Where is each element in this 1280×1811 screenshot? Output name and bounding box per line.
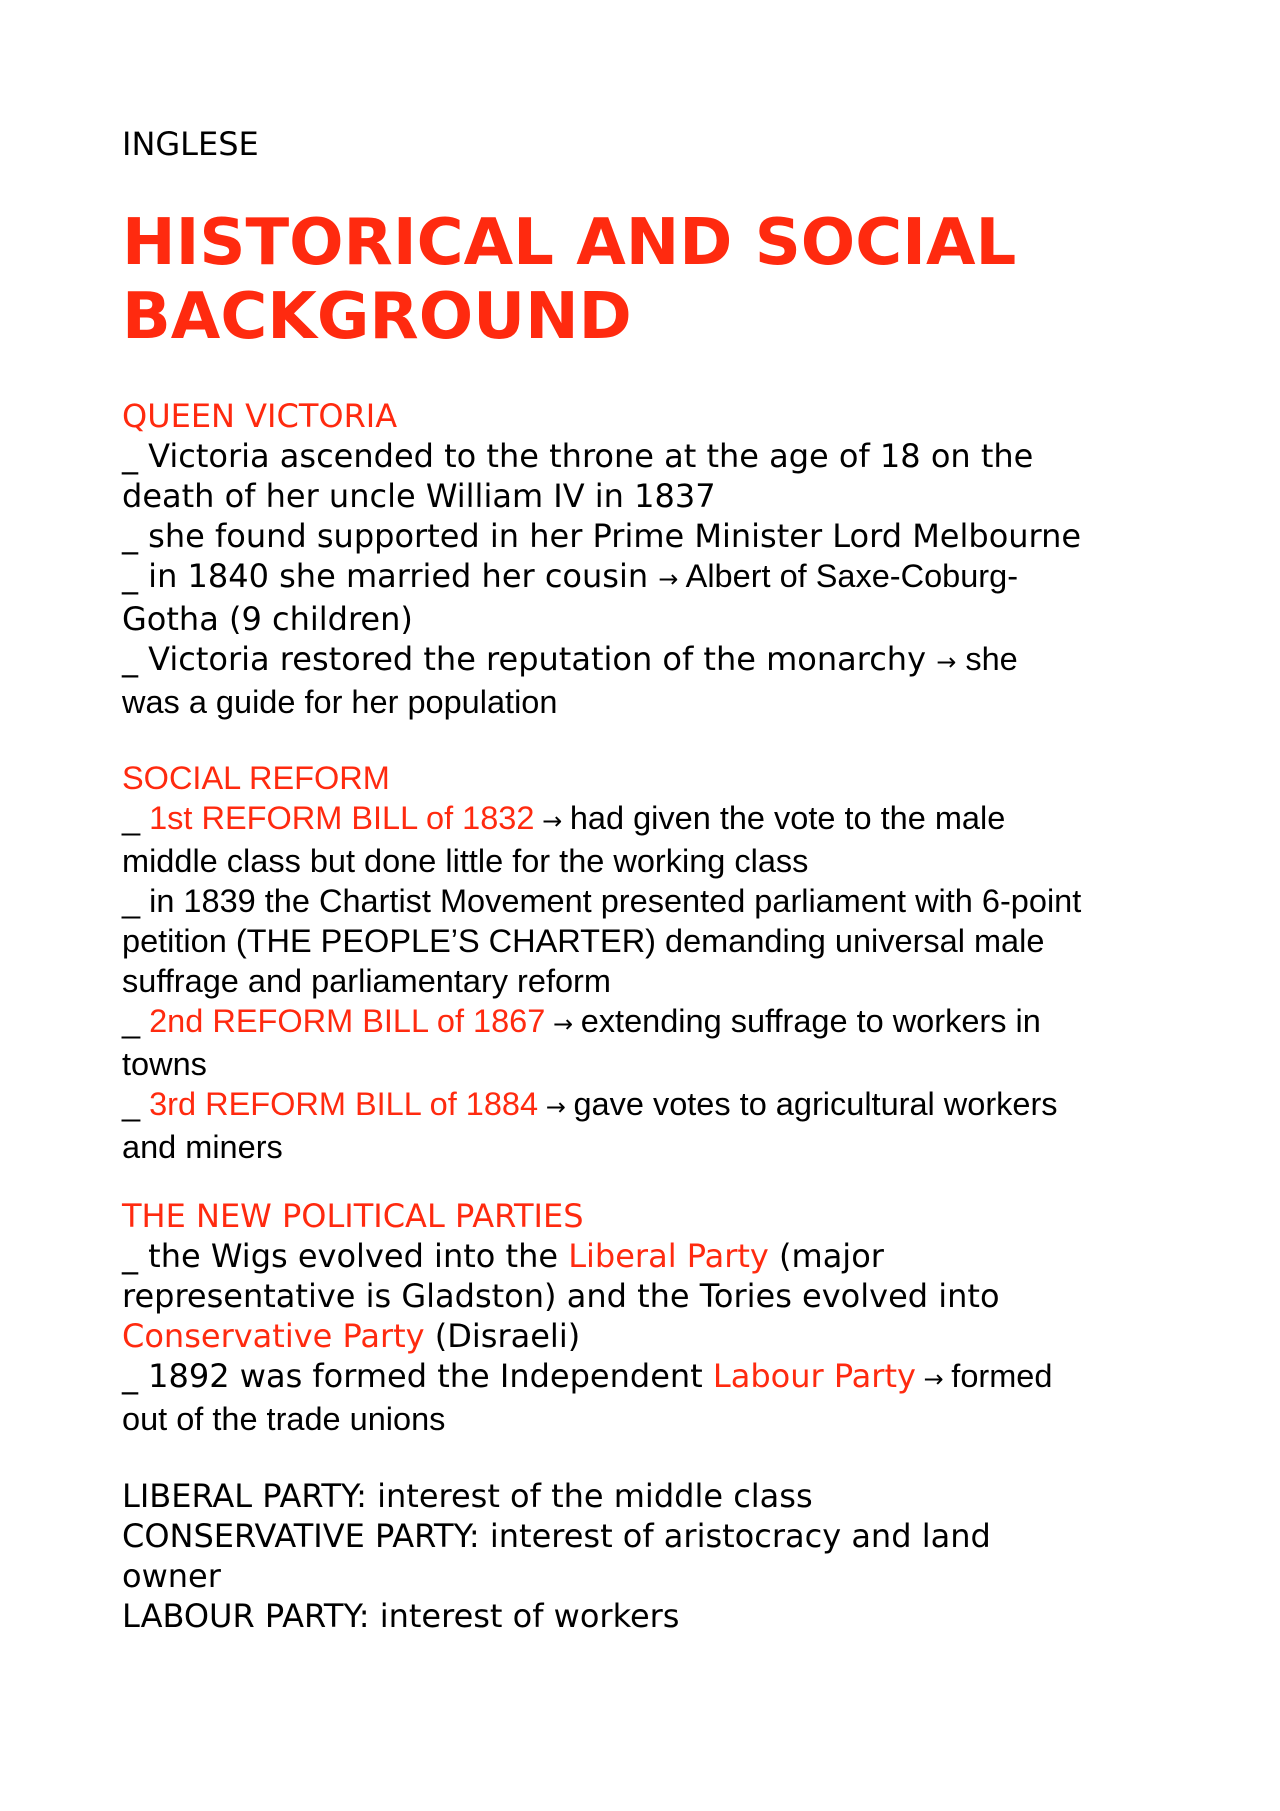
text-line: death of her uncle William IV in 1837	[122, 477, 716, 515]
text-line	[122, 1084, 1182, 1127]
arrow-right-icon: →	[538, 1093, 574, 1121]
text-line: representative is Gladston) and the Tories evolved into	[122, 1277, 1000, 1315]
text-line: _ in 1839 the Chartist Movement presented parliament with 6-point	[122, 883, 1082, 919]
arrow-right-icon: →	[545, 1010, 581, 1038]
text-line: suffrage and parliamentary reform	[122, 963, 611, 999]
section-heading: THE NEW POLITICAL PARTIES	[122, 1197, 584, 1235]
text-line	[122, 1356, 1182, 1399]
title-line-2: BACKGROUND	[122, 280, 632, 354]
arrow-right-icon: →	[658, 565, 679, 593]
text-line: out of the trade unions	[122, 1401, 446, 1437]
text-line: _ she found supported in her Prime Minister Lord Melbourne	[122, 517, 1082, 555]
text-span: she	[956, 641, 1018, 677]
text-span: _ Victoria restored the reputation of the monarchy	[122, 640, 937, 678]
text-span: extending suffrage to workers in	[580, 1003, 1041, 1039]
text-line	[122, 1316, 1182, 1356]
text-span: _ 1892 was formed the Independent	[122, 1357, 713, 1395]
text-span: (Disraeli)	[424, 1317, 581, 1355]
text-line: owner	[122, 1557, 221, 1595]
subject-label: INGLESE	[122, 125, 259, 163]
text-line: Gotha (9 children)	[122, 600, 413, 638]
text-span: (major	[768, 1237, 884, 1275]
text-span: _	[122, 800, 150, 836]
text-line: was a guide for her population	[122, 684, 558, 720]
text-span: _ the Wigs evolved into the	[122, 1237, 569, 1275]
highlight-text: Labour Party	[712, 1357, 916, 1395]
highlight-text: Liberal Party	[568, 1237, 769, 1275]
section-heading: SOCIAL REFORM	[122, 760, 390, 796]
text-line	[122, 556, 1182, 599]
text-line: petition (THE PEOPLE’S CHARTER) demanding universal male	[122, 923, 1045, 959]
section-party-summary	[122, 1476, 1182, 1636]
arrow-right-icon: →	[915, 1365, 952, 1393]
title-line-1: HISTORICAL AND SOCIAL	[122, 206, 1017, 280]
text-line: LIBERAL PARTY: interest of the middle class	[122, 1477, 813, 1515]
text-line	[122, 1236, 1182, 1276]
text-line: middle class but done little for the working class	[122, 843, 809, 879]
text-span: _	[122, 1003, 150, 1039]
section-queen-victoria	[122, 396, 1182, 722]
text-line: _ Victoria ascended to the throne at the age of 18 on the	[122, 437, 1034, 475]
highlight-text: 1st REFORM BILL of 1832	[149, 800, 535, 836]
text-line	[122, 798, 1182, 841]
text-span: gave votes to agricultural workers	[573, 1086, 1058, 1122]
text-span: formed	[951, 1358, 1053, 1394]
text-line: and miners	[122, 1129, 283, 1165]
section-heading: QUEEN VICTORIA	[122, 397, 398, 435]
text-line: CONSERVATIVE PARTY: interest of aristocracy and land	[122, 1517, 991, 1555]
section-social-reform	[122, 758, 1182, 1167]
section-political-parties	[122, 1196, 1182, 1439]
arrow-right-icon: →	[534, 807, 570, 835]
highlight-text: 3rd REFORM BILL of 1884	[149, 1086, 539, 1122]
text-span: _	[122, 1086, 150, 1122]
text-line: towns	[122, 1046, 207, 1082]
page-title	[122, 206, 1016, 354]
text-line	[122, 639, 1182, 682]
text-span: Albert of Saxe-Coburg-	[678, 558, 1019, 594]
text-span: had given the vote to the male	[569, 800, 1006, 836]
text-line	[122, 1001, 1182, 1044]
highlight-text: 2nd REFORM BILL of 1867	[149, 1003, 546, 1039]
highlight-text: Conservative Party	[122, 1317, 425, 1355]
text-span: _ in 1840 she married her cousin	[122, 557, 659, 595]
arrow-right-icon: →	[936, 648, 957, 676]
text-line: LABOUR PARTY: interest of workers	[122, 1597, 680, 1635]
